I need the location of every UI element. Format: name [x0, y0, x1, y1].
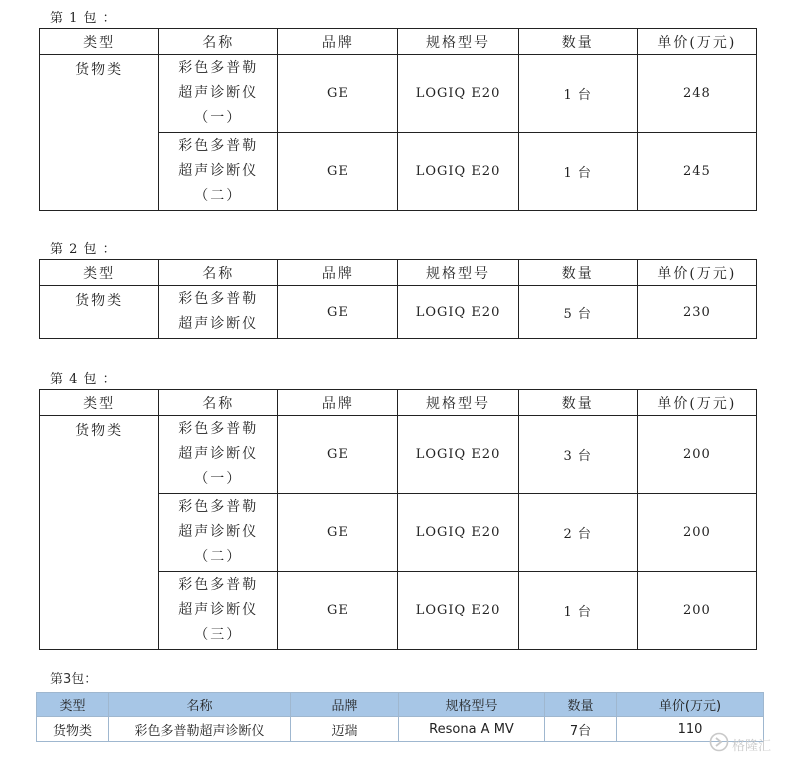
name-line: 超声诊断仪: [178, 602, 259, 618]
brand-cell: GE: [278, 55, 398, 133]
header-model: 规格型号: [398, 29, 518, 55]
name-line: 彩色多普勒: [178, 291, 259, 307]
package-1-table: [39, 28, 757, 211]
type-cell: 货物类: [40, 416, 159, 650]
header-name: 名称: [109, 693, 291, 717]
name-line: （三）: [194, 627, 243, 643]
name-line: 超声诊断仪: [178, 446, 259, 462]
price-cell: 200: [637, 416, 756, 494]
model-cell: LOGIQ E20: [398, 572, 518, 650]
name-line: 彩色多普勒: [178, 421, 259, 437]
header-brand: 品牌: [278, 260, 398, 286]
header-type: 类型: [37, 693, 109, 717]
type-cell: 货物类: [40, 55, 159, 211]
name-cell: [159, 286, 278, 339]
name-cell: [159, 133, 278, 211]
price-cell: 245: [637, 133, 756, 211]
package-1-label: 第 1 包 ：: [50, 11, 117, 26]
model-cell: LOGIQ E20: [398, 286, 518, 339]
table-header-row: [40, 260, 757, 286]
package-4-table: [39, 389, 757, 650]
brand-cell: GE: [278, 133, 398, 211]
table-row: [37, 717, 764, 742]
header-price: 单价(万元): [617, 693, 764, 717]
name-cell: [159, 494, 278, 572]
header-type: 类型: [40, 29, 159, 55]
header-brand: 品牌: [278, 29, 398, 55]
model-cell: LOGIQ E20: [398, 416, 518, 494]
header-type: 类型: [40, 260, 159, 286]
header-price: 单价(万元): [637, 260, 756, 286]
table-header-row: [40, 390, 757, 416]
watermark: [709, 733, 771, 755]
brand-cell: GE: [278, 286, 398, 339]
table-row: [40, 55, 757, 133]
name-line: 超声诊断仪: [178, 85, 259, 101]
name-line: （二）: [194, 549, 243, 565]
table-header-row: [40, 29, 757, 55]
header-price: 单价(万元): [637, 29, 756, 55]
package-2-label: 第 2 包 ：: [50, 242, 117, 257]
name-line: （一）: [194, 110, 243, 126]
package-3-table: [36, 692, 764, 742]
price-cell: 230: [637, 286, 756, 339]
name-line: 超声诊断仪: [178, 163, 259, 179]
model-cell: Resona A MV: [399, 717, 545, 742]
name-line: 彩色多普勒: [178, 60, 259, 76]
header-quantity: 数量: [518, 260, 637, 286]
name-line: 超声诊断仪: [178, 524, 259, 540]
price-cell: 200: [637, 494, 756, 572]
quantity-cell: 1 台: [518, 133, 637, 211]
type-cell: 货物类: [40, 286, 159, 339]
header-name: 名称: [159, 390, 278, 416]
header-quantity: 数量: [545, 693, 617, 717]
table-header-row: [37, 693, 764, 717]
header-brand: 品牌: [278, 390, 398, 416]
header-quantity: 数量: [518, 29, 637, 55]
header-brand: 品牌: [291, 693, 399, 717]
type-cell: 货物类: [37, 717, 109, 742]
name-cell: 彩色多普勒超声诊断仪: [109, 717, 291, 742]
header-price: 单价(万元): [637, 390, 756, 416]
brand-cell: GE: [278, 416, 398, 494]
price-cell: 200: [637, 572, 756, 650]
package-3-label: 第3包：: [50, 672, 98, 687]
name-line: （一）: [194, 471, 243, 487]
quantity-cell: 3 台: [518, 416, 637, 494]
gelonghui-logo-icon: [709, 732, 729, 756]
header-name: 名称: [159, 260, 278, 286]
name-line: 彩色多普勒: [178, 499, 259, 515]
header-model: 规格型号: [398, 390, 518, 416]
brand-cell: GE: [278, 572, 398, 650]
name-line: 超声诊断仪: [178, 316, 259, 332]
package-4-label: 第 4 包 ：: [50, 372, 117, 387]
header-model: 规格型号: [399, 693, 545, 717]
quantity-cell: 1 台: [518, 55, 637, 133]
name-cell: [159, 416, 278, 494]
model-cell: LOGIQ E20: [398, 494, 518, 572]
name-cell: [159, 55, 278, 133]
header-name: 名称: [159, 29, 278, 55]
quantity-cell: 5 台: [518, 286, 637, 339]
name-line: 彩色多普勒: [178, 577, 259, 593]
quantity-cell: 2 台: [518, 494, 637, 572]
quantity-cell: 7台: [545, 717, 617, 742]
package-2-table: [39, 259, 757, 339]
model-cell: LOGIQ E20: [398, 133, 518, 211]
name-line: （二）: [194, 188, 243, 204]
header-model: 规格型号: [398, 260, 518, 286]
brand-cell: GE: [278, 494, 398, 572]
price-cell: 110: [617, 717, 764, 742]
table-row: [40, 286, 757, 339]
name-line: 彩色多普勒: [178, 138, 259, 154]
quantity-cell: 1 台: [518, 572, 637, 650]
header-type: 类型: [40, 390, 159, 416]
watermark-text: 格隆汇: [732, 738, 772, 754]
header-quantity: 数量: [518, 390, 637, 416]
price-cell: 248: [637, 55, 756, 133]
model-cell: LOGIQ E20: [398, 55, 518, 133]
name-cell: [159, 572, 278, 650]
table-row: [40, 416, 757, 494]
brand-cell: 迈瑞: [291, 717, 399, 742]
